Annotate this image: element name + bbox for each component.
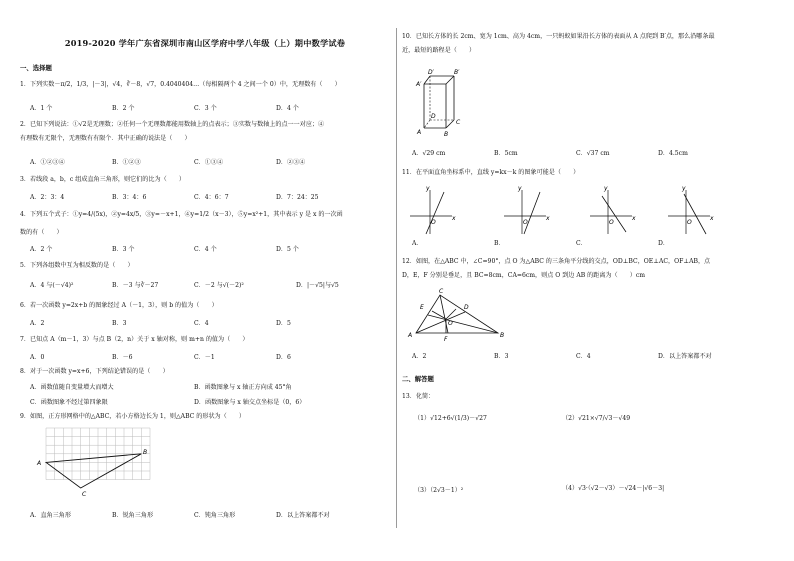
q11-option-b: B． bbox=[494, 240, 505, 247]
q9-grid-figure bbox=[37, 428, 156, 500]
right-column bbox=[402, 0, 780, 561]
section-choice: 一、选择题 bbox=[20, 64, 52, 72]
q3-option-a: A．2：3：4 bbox=[30, 194, 65, 201]
q12-label-f: F bbox=[444, 336, 448, 343]
svg-text:y: y bbox=[604, 185, 608, 192]
q1-option-d: D．4 个 bbox=[276, 105, 299, 112]
q4-option-b: B．3 个 bbox=[112, 246, 135, 253]
q2-option-d: D．②③④ bbox=[276, 159, 306, 166]
q10-option-d: D．4.5cm bbox=[658, 150, 688, 157]
q11-option-c: C． bbox=[576, 240, 587, 247]
q13-part3: （3）（2√3－1）² bbox=[414, 487, 464, 494]
svg-text:x: x bbox=[632, 215, 636, 222]
q12-option-b: B．3 bbox=[494, 353, 509, 360]
q4-option-d: D．5 个 bbox=[276, 246, 299, 253]
q8-option-c: C．函数图象不经过第四象限 bbox=[30, 399, 108, 406]
q9-option-a: A．直角三角形 bbox=[30, 512, 71, 519]
q11-graph-d bbox=[668, 185, 714, 234]
svg-text:O: O bbox=[431, 219, 436, 226]
q6-text: 6．若一次函数 y=2x+b 的图象经过 A（－1，3），则 b 的值为（ ） bbox=[20, 302, 218, 309]
svg-text:x: x bbox=[452, 215, 456, 222]
q11-graphs bbox=[406, 186, 776, 236]
q7-option-c: C．－1 bbox=[194, 354, 215, 361]
q3-option-b: B．3：4：6 bbox=[112, 194, 147, 201]
q13-part4: （4）√3·（√2－√3）－√24－|√6－3| bbox=[562, 485, 665, 492]
q9-text: 9．如图，正方形网格中的△ABC，若小方格边长为 1，则△ABC 的形状为（ ） bbox=[20, 413, 246, 420]
q1-text: 1．下列实数－π/2，1/3，|－3|，√4，∛－8，√7，0.4040404…（每相隔两个 4 之间一个 0）中，无理数有（ ） bbox=[20, 81, 341, 88]
q11-graph-c bbox=[590, 185, 636, 234]
q10-option-a: A．√29 cm bbox=[412, 150, 446, 157]
q7-option-d: D．6 bbox=[276, 354, 291, 361]
q2-text-line2: 有理数有无限个，无理数有有限个．其中正确的说法是（ ） bbox=[20, 135, 191, 142]
q4-option-a: A．2 个 bbox=[30, 246, 53, 253]
q1-option-a: A．1 个 bbox=[30, 105, 53, 112]
q10-label-b-prime: B′ bbox=[454, 69, 460, 76]
q5-option-b: B．－3 与∛－27 bbox=[112, 282, 159, 289]
q5-option-d: D．|－√5|与√5 bbox=[296, 282, 339, 289]
q12-option-a: A．2 bbox=[412, 353, 427, 360]
q12-label-c: C bbox=[439, 288, 444, 295]
q4-option-c: C．4 个 bbox=[194, 246, 217, 253]
q9-grid bbox=[46, 428, 150, 480]
q2-option-a: A．①②③④ bbox=[30, 159, 65, 166]
q12-label-e: E bbox=[420, 304, 424, 311]
q12-label-o: O bbox=[448, 320, 453, 327]
q9-option-b: B．锐角三角形 bbox=[112, 512, 154, 519]
q11-option-a: A． bbox=[412, 240, 423, 247]
q5-text: 5．下列各组数中互为相反数的是（ ） bbox=[20, 262, 134, 269]
q10-label-a-prime: A′ bbox=[416, 81, 422, 88]
q13-part1: （1）√12+6√(1/3)－√27 bbox=[414, 415, 487, 422]
q10-label-d-prime: D′ bbox=[428, 69, 434, 76]
q10-text-line1: 10．已知长方体的长 2cm、宽为 1cm、高为 4cm，一只蚂蚁如果沿长方体的表面从 A 点爬到 B′点，那么沿哪条最 bbox=[402, 33, 715, 40]
q10-cuboid-figure bbox=[416, 66, 486, 138]
q10-text-line2: 近，最短的路程是（ ） bbox=[402, 47, 476, 54]
q10-label-a: A bbox=[417, 129, 422, 136]
q8-option-d: D．函数图象与 x 轴交点坐标是（0，6） bbox=[194, 399, 306, 406]
q10-option-c: C．√37 cm bbox=[576, 150, 610, 157]
q11-text: 11．在平面直角坐标系中，直线 y=kx－k 的图象可能是（ ） bbox=[402, 169, 580, 176]
q6-option-c: C．4 bbox=[194, 320, 209, 327]
q9-label-a: A bbox=[37, 460, 42, 467]
q9-label-b: B bbox=[143, 449, 148, 456]
q12-label-d: D bbox=[464, 304, 469, 311]
q11-option-d: D． bbox=[658, 240, 669, 247]
q7-option-a: A．0 bbox=[30, 354, 45, 361]
q12-option-d: D．以上答案都不对 bbox=[658, 353, 712, 360]
q13-part2: （2）√21×√7/√3－√49 bbox=[562, 415, 631, 422]
q2-option-c: C．①③④ bbox=[194, 159, 224, 166]
q13-text: 13．化简： bbox=[402, 393, 435, 400]
q10-label-b: B bbox=[444, 131, 449, 138]
q3-text: 3．若线段 a，b，c 组成直角三角形，则它们的比为（ ） bbox=[20, 176, 185, 183]
svg-text:O: O bbox=[687, 219, 692, 226]
left-column bbox=[20, 0, 390, 561]
svg-text:y: y bbox=[518, 185, 522, 192]
q1-option-b: B．2 个 bbox=[112, 105, 135, 112]
q10-label-c: C bbox=[456, 119, 461, 126]
section-answers: 二、解答题 bbox=[402, 375, 434, 383]
svg-text:y: y bbox=[682, 185, 686, 192]
column-divider bbox=[396, 28, 397, 528]
q1-option-c: C．3 个 bbox=[194, 105, 217, 112]
q5-option-a: A．4 与(－√4)² bbox=[30, 282, 74, 289]
q11-graph-b bbox=[504, 185, 550, 234]
q9-option-d: D．以上答案都不对 bbox=[276, 512, 330, 519]
q12-triangle-figure bbox=[408, 287, 512, 343]
svg-text:O: O bbox=[609, 219, 614, 226]
q6-option-d: D．5 bbox=[276, 320, 291, 327]
q10-label-d: D bbox=[431, 113, 436, 120]
q12-option-c: C．4 bbox=[576, 353, 591, 360]
q7-option-b: B．－6 bbox=[112, 354, 133, 361]
q3-option-d: D．7：24：25 bbox=[276, 194, 319, 201]
q5-option-c: C．－2 与√(－2)² bbox=[194, 282, 244, 289]
svg-text:y: y bbox=[426, 185, 430, 192]
q8-option-b: B．函数图象与 x 轴正方向成 45°角 bbox=[194, 384, 292, 391]
q12-text-line2: D，E，F 分别是垂足，且 BC=8cm，CA=6cm，则点 O 到边 AB 的距离为（ ）cm bbox=[402, 272, 646, 279]
q12-text-line1: 12．如图，在△ABC 中，∠C=90°，点 O 为△ABC 的三条角平分线的交点，OD⊥BC，OE⊥AC，OF⊥AB，点 bbox=[402, 258, 711, 265]
q4-text-line1: 4．下列五个式子：①y=4/(5x)，②y=4x/5，③y=－x+1，④y=1/2（x－3），⑤y=x²+1，其中表示 y 是 x 的一次函 bbox=[20, 211, 343, 218]
q7-text: 7．已知点 A（m－1，3）与点 B（2，n）关于 x 轴对称，则 m+n 的值为（ ） bbox=[20, 336, 249, 343]
exam-title: 2019-2020 学年广东省深圳市南山区学府中学八年级（上）期中数学试卷 bbox=[64, 38, 346, 48]
q12-label-a: A bbox=[408, 332, 413, 339]
svg-text:x: x bbox=[546, 215, 550, 222]
q8-text: 8．对于一次函数 y=x+6，下列结论错误的是（ ） bbox=[20, 368, 169, 375]
q11-graph-a bbox=[410, 185, 456, 234]
q2-text-line1: 2．已知下列说法：①√2是无理数；②任何一个无理数都能用数轴上的点表示；③实数与数轴上的点一一对应；④ bbox=[20, 121, 325, 128]
q2-option-b: B．①②③ bbox=[112, 159, 141, 166]
q6-option-b: B．3 bbox=[112, 320, 127, 327]
q8-option-a: A．函数值随自变量增大而增大 bbox=[30, 384, 114, 391]
q3-option-c: C．4：6：7 bbox=[194, 194, 229, 201]
svg-text:O: O bbox=[523, 219, 528, 226]
svg-text:x: x bbox=[710, 215, 714, 222]
q9-option-c: C．钝角三角形 bbox=[194, 512, 236, 519]
q10-option-b: B．5cm bbox=[494, 150, 518, 157]
q4-text-line2: 数的有（ ） bbox=[20, 229, 63, 236]
q6-option-a: A．2 bbox=[30, 320, 45, 327]
q9-label-c: C bbox=[82, 491, 87, 498]
q12-label-b: B bbox=[500, 332, 505, 339]
